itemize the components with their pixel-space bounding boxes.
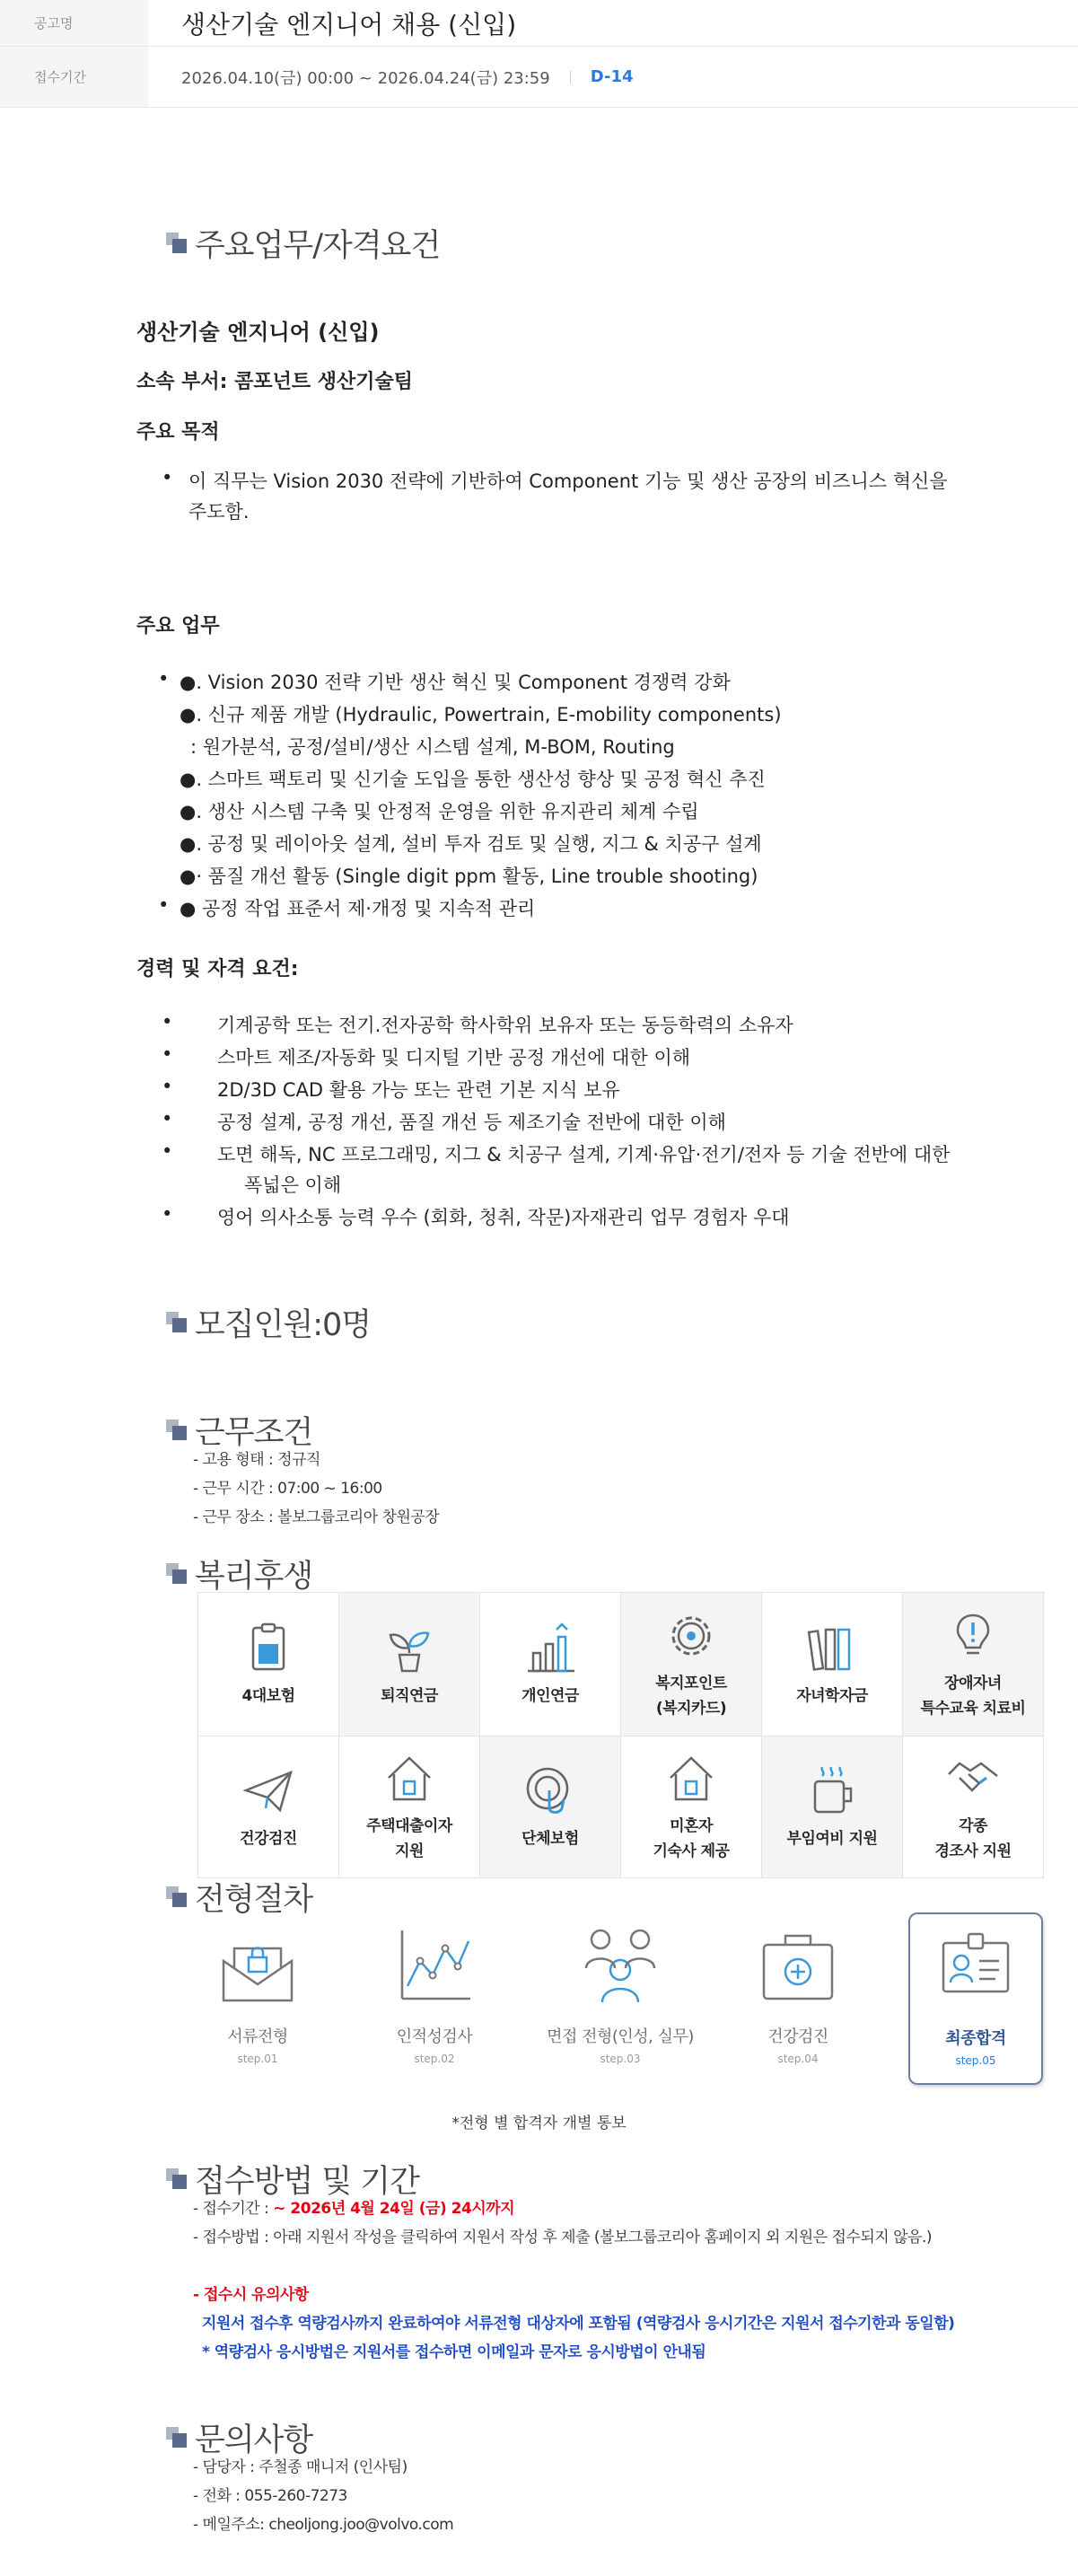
process-step <box>548 1921 692 2065</box>
plant-icon <box>381 1621 437 1676</box>
qual-item: 영어 의사소통 능력 우수 (회화, 청취, 작문)자재관리 업무 경험자 우대 <box>217 1207 790 1228</box>
qual-heading: 경력 및 자격 요건: <box>136 958 299 980</box>
benefit-label: 자녀학자금 <box>796 1686 868 1705</box>
section-heading-benefits <box>166 1552 312 1596</box>
process-step-no: step.05 <box>955 2054 996 2067</box>
benefit-item <box>339 1593 480 1736</box>
benefit-label: 부임여비 지원 <box>786 1829 878 1848</box>
benefit-label: 장애자녀 특수교육 치료비 <box>920 1674 1026 1718</box>
house-icon <box>663 1751 719 1807</box>
notice-line: 지원서 접수후 역량검사까지 완료하여야 서류전형 대상자에 포함됨 (역량검사 응시기간은 지원서 접수기한과 동일함) <box>202 2315 955 2333</box>
benefit-label: 건강검진 <box>240 1829 297 1848</box>
benefit-label: 4대보험 <box>241 1686 295 1705</box>
benefit-item <box>621 1736 762 1878</box>
duty-item: ●. 공정 및 레이아웃 설계, 설비 투자 검토 및 실행, 지그 & 치공구 설계 <box>180 833 762 855</box>
department: 소속 부서: 콤포넌트 생산기술팀 <box>136 371 414 393</box>
benefit-label: 개인연금 <box>521 1686 579 1705</box>
process-name: 면접 전형(인성, 실무) <box>547 2027 694 2046</box>
benefit-label: 미혼자 기숙사 제공 <box>653 1816 730 1860</box>
section-title: 복리후생 <box>195 1559 313 1595</box>
process-step-final <box>908 1912 1043 2085</box>
process-step-no: step.04 <box>777 2053 819 2065</box>
mug-icon <box>804 1763 860 1819</box>
duty-item: ●. 스마트 팩토리 및 신기술 도입을 통한 생산성 향상 및 공정 혁신 추진 <box>180 769 766 790</box>
duty-item: ●. 생산 시스템 구축 및 안정적 운영을 위한 유지관리 체계 수립 <box>180 801 699 822</box>
qual-item: 폭넓은 이해 <box>244 1174 342 1196</box>
process-step-no: step.03 <box>600 2053 641 2065</box>
condition-item: - 근무 장소 : 볼보그룹코리아 창원공장 <box>193 1508 440 1526</box>
process-step-no: step.01 <box>237 2053 278 2065</box>
period-value: 2026.04.10(금) 00:00 ~ 2026.04.24(금) 23:59 <box>181 68 550 88</box>
duty-item: : 원가분석, 공정/설비/생산 시스템 설계, M-BOM, Routing <box>190 736 675 758</box>
section-heading-headcount <box>166 1300 371 1345</box>
notice-line: * 역량검사 응시방법은 지원서를 접수하면 이메일과 문자로 응시방법이 안내됨 <box>202 2343 706 2361</box>
apply-info <box>193 2194 954 2367</box>
section-bullet-icon <box>166 233 188 254</box>
section-title: 모집인원:0명 <box>195 1307 372 1343</box>
benefit-item <box>621 1593 762 1736</box>
lightbulb-icon <box>945 1608 1001 1664</box>
apply-period-value: ~ 2026년 4월 24일 (금) 24시까지 <box>273 2200 515 2218</box>
duty-item: ● 공정 작업 표준서 제·개정 및 지속적 관리 <box>180 898 536 919</box>
section-title: 전형절차 <box>195 1882 313 1918</box>
duty-item: ●. Vision 2030 전략 기반 생산 혁신 및 Component 경쟁력 강화 <box>180 672 731 693</box>
contact-item: - 전화 : 055-260-7273 <box>193 2487 347 2505</box>
benefit-label: 복지포인트 (복지카드) <box>655 1674 727 1718</box>
qual-item: 도면 해독, NC 프로그래밍, 지그 & 치공구 설계, 기계·유압·전기/전자 등 기술 전반에 대한 <box>217 1144 951 1165</box>
section-heading-duties <box>166 221 440 266</box>
process-name: 서류전형 <box>227 2027 288 2046</box>
section-bullet-icon <box>166 2168 188 2190</box>
process-note: *전형 별 합격자 개별 통보 <box>451 2114 627 2132</box>
benefit-item <box>198 1736 339 1878</box>
house-icon <box>381 1751 437 1807</box>
section-bullet-icon <box>166 2427 188 2449</box>
books-icon <box>804 1621 860 1676</box>
process-step <box>190 1921 325 2065</box>
qual-item: 공정 설계, 공정 개선, 품질 개선 등 제조기술 전반에 대한 이해 <box>217 1112 726 1133</box>
benefit-label: 단체보험 <box>521 1829 579 1848</box>
purpose-heading: 주요 목적 <box>136 421 220 444</box>
contact-email[interactable]: - 메일주소: cheoljong.joo@volvo.com <box>193 2516 454 2534</box>
gear-icon <box>663 1608 719 1664</box>
people-icon <box>577 1921 663 2008</box>
id-card-icon <box>933 1923 1019 2009</box>
posting-header <box>0 0 1078 108</box>
envelope-lock-icon <box>215 1921 301 2008</box>
clipboard-icon <box>241 1621 296 1676</box>
section-bullet-icon <box>166 1563 188 1585</box>
medical-kit-icon <box>755 1921 841 2008</box>
condition-item: - 근무 시간 : 07:00 ~ 16:00 <box>193 1480 382 1498</box>
period-row <box>0 47 1078 108</box>
benefit-label: 주택대출이자 지원 <box>366 1816 452 1860</box>
job-title: 생산기술 엔지니어 (신입) <box>136 320 380 345</box>
qual-item: 기계공학 또는 전기.전자공학 학사학위 보유자 또는 동등학력의 소유자 <box>217 1015 793 1036</box>
duty-item: ●. 신규 제품 개발 (Hydraulic, Powertrain, E-mobility components) <box>180 704 782 725</box>
benefit-item <box>480 1736 621 1878</box>
notice-title: - 접수시 유의사항 <box>193 2286 309 2304</box>
process-name: 건강검진 <box>767 2027 828 2046</box>
benefit-item <box>762 1593 903 1736</box>
benefit-item <box>762 1736 903 1878</box>
section-title: 주요업무/자격요건 <box>195 228 441 264</box>
benefit-item <box>903 1593 1044 1736</box>
section-title: 근무조건 <box>195 1415 313 1451</box>
growth-chart-icon <box>522 1621 578 1676</box>
benefit-item <box>198 1593 339 1736</box>
contact-list <box>193 2453 453 2539</box>
period-label: 접수기간 <box>0 47 148 107</box>
title-row <box>0 0 1078 47</box>
section-title: 문의사항 <box>195 2422 313 2458</box>
section-title: 접수방법 및 기간 <box>195 2164 419 2200</box>
posting-title: 생산기술 엔지니어 채용 (신입) <box>181 9 517 40</box>
apply-period <box>193 2194 954 2223</box>
target-hand-icon <box>522 1763 578 1819</box>
handshake-icon <box>945 1751 1001 1807</box>
apply-period-label: - 접수기간 : <box>193 2200 274 2218</box>
apply-method: - 접수방법 : 아래 지원서 작성을 클릭하여 지원서 작성 후 제출 (볼보그룹코리아 홈페이지 외 지원은 접수되지 않음.) <box>193 2229 932 2246</box>
dday-badge: D-14 <box>590 67 634 86</box>
benefits-grid <box>197 1592 1045 1878</box>
purpose-text-2: 주도함. <box>188 501 250 523</box>
condition-item: - 고용 형태 : 정규직 <box>193 1451 320 1469</box>
purpose-bullet: • <box>162 467 173 488</box>
conditions-list <box>193 1446 439 1532</box>
process-name: 인적성검사 <box>396 2027 473 2046</box>
benefit-item <box>903 1736 1044 1878</box>
benefit-item <box>339 1736 480 1878</box>
process-step <box>731 1921 865 2065</box>
line-chart-icon <box>391 1921 478 2008</box>
period-value-wrap <box>148 66 634 89</box>
duty-item: ●· 품질 개선 활동 (Single digit ppm 활동, Line trouble shooting) <box>180 866 758 887</box>
section-heading-process <box>166 1875 312 1920</box>
title-label: 공고명 <box>0 0 148 46</box>
qual-item: 스마트 제조/자동화 및 디지털 기반 공정 개선에 대한 이해 <box>217 1047 691 1068</box>
section-bullet-icon <box>166 1420 188 1441</box>
benefit-label: 퇴직연금 <box>381 1686 438 1705</box>
paper-plane-icon <box>241 1763 296 1819</box>
divider <box>570 71 571 84</box>
process-name: 최종합격 <box>945 2029 1006 2048</box>
purpose-text-1: 이 직무는 Vision 2030 전략에 기반하여 Component 기능 및 생산 공장의 비즈니스 혁신을 <box>188 470 948 492</box>
qual-item: 2D/3D CAD 활용 가능 또는 관련 기본 지식 보유 <box>217 1079 620 1101</box>
process-step <box>367 1921 502 2065</box>
benefit-label: 각종 경조사 지원 <box>934 1816 1012 1860</box>
contact-item: - 담당자 : 주철종 매니저 (인사팀) <box>193 2458 408 2476</box>
section-bullet-icon <box>166 1886 188 1908</box>
process-step-no: step.02 <box>414 2053 455 2065</box>
benefit-item <box>480 1593 621 1736</box>
duties-heading: 주요 업무 <box>136 615 220 637</box>
section-bullet-icon <box>166 1312 188 1333</box>
